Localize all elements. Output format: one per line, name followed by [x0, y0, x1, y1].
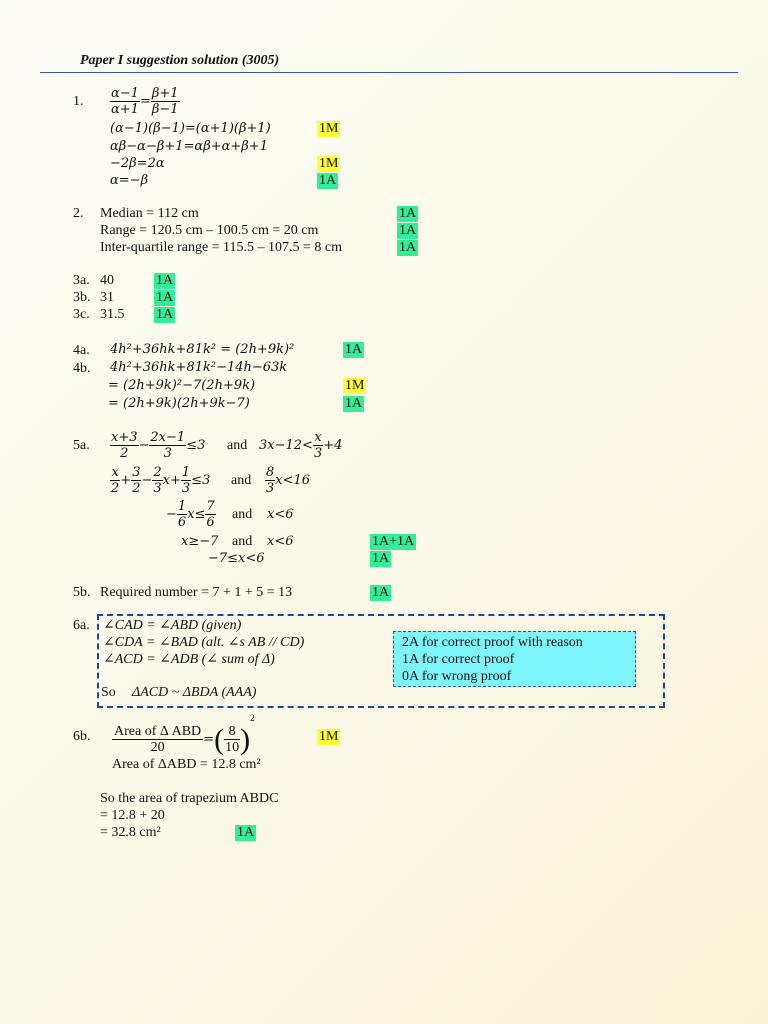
- q4b-line-2: = (2h+9k)²−7(2h+9k): [108, 378, 256, 393]
- frac-den: 3: [163, 446, 172, 461]
- q6a-line-1: ∠CAD = ∠ABD (given): [103, 618, 242, 633]
- minus-sign: −: [141, 473, 153, 488]
- equals-sign: =: [203, 732, 215, 747]
- frac-den: 3: [181, 481, 191, 496]
- paren-left: (: [214, 722, 225, 756]
- q2-line-2: Range = 120.5 cm – 100.5 cm = 20 cm: [100, 223, 319, 238]
- q4b-line-3: = (2h+9k)(2h+9k−7): [108, 396, 250, 411]
- q5a-line-2: [110, 465, 210, 496]
- q6a-line-2: ∠CDA = ∠BAD (alt. ∠s AB // CD): [103, 635, 305, 650]
- frac-num: 2: [153, 465, 162, 480]
- q3b-number: 3b.: [73, 290, 91, 305]
- frac-num: 1: [181, 465, 191, 480]
- q5a-mark-4: 1A+1A: [372, 534, 415, 549]
- q2-line-3: Inter-quartile range = 115.5 – 107.5 = 8 cm: [100, 240, 343, 255]
- q4b-mark-3: 1A: [345, 396, 363, 411]
- x-plus: x+: [162, 473, 181, 488]
- frac-num: x: [111, 465, 119, 480]
- q5a-line-5: −7≤x<6: [208, 551, 265, 566]
- q3a-mark: 1A: [156, 273, 174, 288]
- q5a-and-3: and: [232, 507, 253, 522]
- q1-mark-2: 1M: [319, 121, 339, 136]
- frac-den: 3: [153, 481, 162, 496]
- q5a-number: 5a.: [73, 438, 90, 453]
- q5a-and-2: and: [231, 473, 252, 488]
- q5a-line-1: [110, 430, 205, 461]
- q1-mark-4: 1M: [319, 156, 339, 171]
- q6b-line-5: = 32.8 cm²: [100, 825, 161, 840]
- q1-line-3: αβ−α−β+1=αβ+α+β+1: [110, 139, 268, 154]
- q1-frac-num: α−1: [111, 86, 139, 101]
- frac-num: Area of Δ ABD: [114, 724, 202, 740]
- frac-num: 2x−1: [150, 430, 186, 445]
- q4a-mark: 1A: [345, 342, 363, 357]
- frac-den: 3: [313, 446, 323, 461]
- q1-frac-den-2: β−1: [151, 102, 179, 117]
- frac-den: 10: [225, 740, 240, 756]
- q5a-and-1: and: [227, 438, 248, 453]
- q1-line-4: −2β=2α: [110, 156, 165, 171]
- q1-frac-den: α+1: [111, 102, 139, 117]
- frac-den: 2: [111, 481, 120, 496]
- frac-den: 6: [177, 515, 187, 530]
- frac-num: x+3: [111, 430, 138, 445]
- frac-den: 2: [120, 446, 129, 461]
- q1-equals: =: [139, 94, 151, 109]
- q5a-mark-5: 1A: [372, 551, 390, 566]
- q6b-line-3: So the area of trapezium ABDC: [100, 791, 279, 806]
- q6a-conclusion: ΔACD ~ ΔBDA (AAA): [132, 685, 257, 700]
- q1-line-2: (α−1)(β−1)=(α+1)(β+1): [110, 121, 271, 136]
- frac-den: 6: [206, 515, 215, 530]
- q2-mark-3: 1A: [399, 240, 417, 255]
- frac-num: 8: [266, 465, 275, 480]
- q1-line-5: α=−β: [110, 173, 149, 188]
- q4b-mark-2: 1M: [345, 378, 365, 393]
- marking-line-2: 1A for correct proof: [402, 652, 515, 667]
- marking-line-1: 2A for correct proof with reason: [402, 635, 583, 650]
- q6b-line-4: = 12.8 + 20: [100, 808, 165, 823]
- q3c-mark: 1A: [156, 307, 174, 322]
- q3a-value: 40: [100, 273, 114, 288]
- q5a-line-1-right: [259, 430, 342, 461]
- q5a-line-4-right: x<6: [267, 534, 294, 549]
- inequality-tail: x<16: [275, 473, 311, 488]
- q4b-number: 4b.: [73, 361, 91, 376]
- inequality-mid: x≤: [187, 507, 206, 522]
- q6a-line-3: ∠ACD = ∠ADB (∠ sum of Δ): [103, 652, 275, 667]
- frac-num: 3: [132, 465, 141, 480]
- q4a-line: 4h²+36hk+81k² = (2h+9k)²: [110, 342, 295, 357]
- q5b-line: Required number = 7 + 1 + 5 = 13: [100, 585, 293, 600]
- frac-den: 3: [266, 481, 275, 496]
- q6b-line-2: Area of ΔABD = 12.8 cm²: [112, 757, 261, 772]
- exponent: 2: [250, 713, 255, 723]
- inequality-tail: ≤3: [191, 473, 211, 488]
- q3a-number: 3a.: [73, 273, 90, 288]
- q2-mark-1: 1A: [399, 206, 417, 221]
- q2-number: 2.: [73, 206, 84, 221]
- marking-line-3: 0A for wrong proof: [402, 669, 512, 684]
- q5a-line-2-right: [265, 465, 310, 496]
- paren-right: ): [240, 722, 251, 756]
- q2-mark-2: 1A: [399, 223, 417, 238]
- q6b-mark-1: 1M: [319, 729, 339, 744]
- q6a-number: 6a.: [73, 618, 90, 633]
- q5b-mark: 1A: [372, 585, 390, 600]
- frac-den: 20: [150, 740, 165, 756]
- plus-sign: +: [120, 473, 132, 488]
- q5a-line-3-right: x<6: [267, 507, 294, 522]
- inequality-left: 3x−12<: [259, 438, 313, 453]
- frac-num: 1: [177, 499, 187, 514]
- header-rule: [40, 72, 738, 73]
- q5a-line-3: [166, 499, 216, 530]
- minus-sign: −: [166, 507, 177, 522]
- q3b-mark: 1A: [156, 290, 174, 305]
- page-title: Paper I suggestion solution (3005): [80, 53, 280, 68]
- frac-num: x: [314, 430, 322, 445]
- minus-sign: −: [138, 438, 150, 453]
- q1-number: 1.: [73, 94, 84, 109]
- q6b-mark-5: 1A: [237, 825, 255, 840]
- q4a-number: 4a.: [73, 343, 90, 358]
- inequality-tail: ≤3: [186, 438, 206, 453]
- q5a-and-4: and: [232, 534, 253, 549]
- q6b-equation: [112, 713, 255, 757]
- marking-scheme-box: [393, 631, 636, 687]
- q4b-line-1: 4h²+36hk+81k²−14h−63k: [110, 360, 288, 375]
- q3c-value: 31.5: [100, 307, 125, 322]
- q5a-line-4: x≥−7: [181, 534, 219, 549]
- q3b-value: 31: [100, 290, 114, 305]
- q5b-number: 5b.: [73, 585, 91, 600]
- q3c-number: 3c.: [73, 307, 90, 322]
- frac-den: 2: [132, 481, 141, 496]
- q6a-so: So: [101, 685, 116, 700]
- frac-num: 8: [224, 724, 240, 740]
- q1-equation-1: [110, 86, 180, 117]
- q2-line-1: Median = 112 cm: [100, 206, 199, 221]
- q6b-number: 6b.: [73, 729, 91, 744]
- q1-frac-num-2: β+1: [151, 86, 179, 101]
- inequality-tail: +4: [323, 438, 343, 453]
- frac-num: 7: [206, 499, 215, 514]
- q1-mark-5: 1A: [319, 173, 337, 188]
